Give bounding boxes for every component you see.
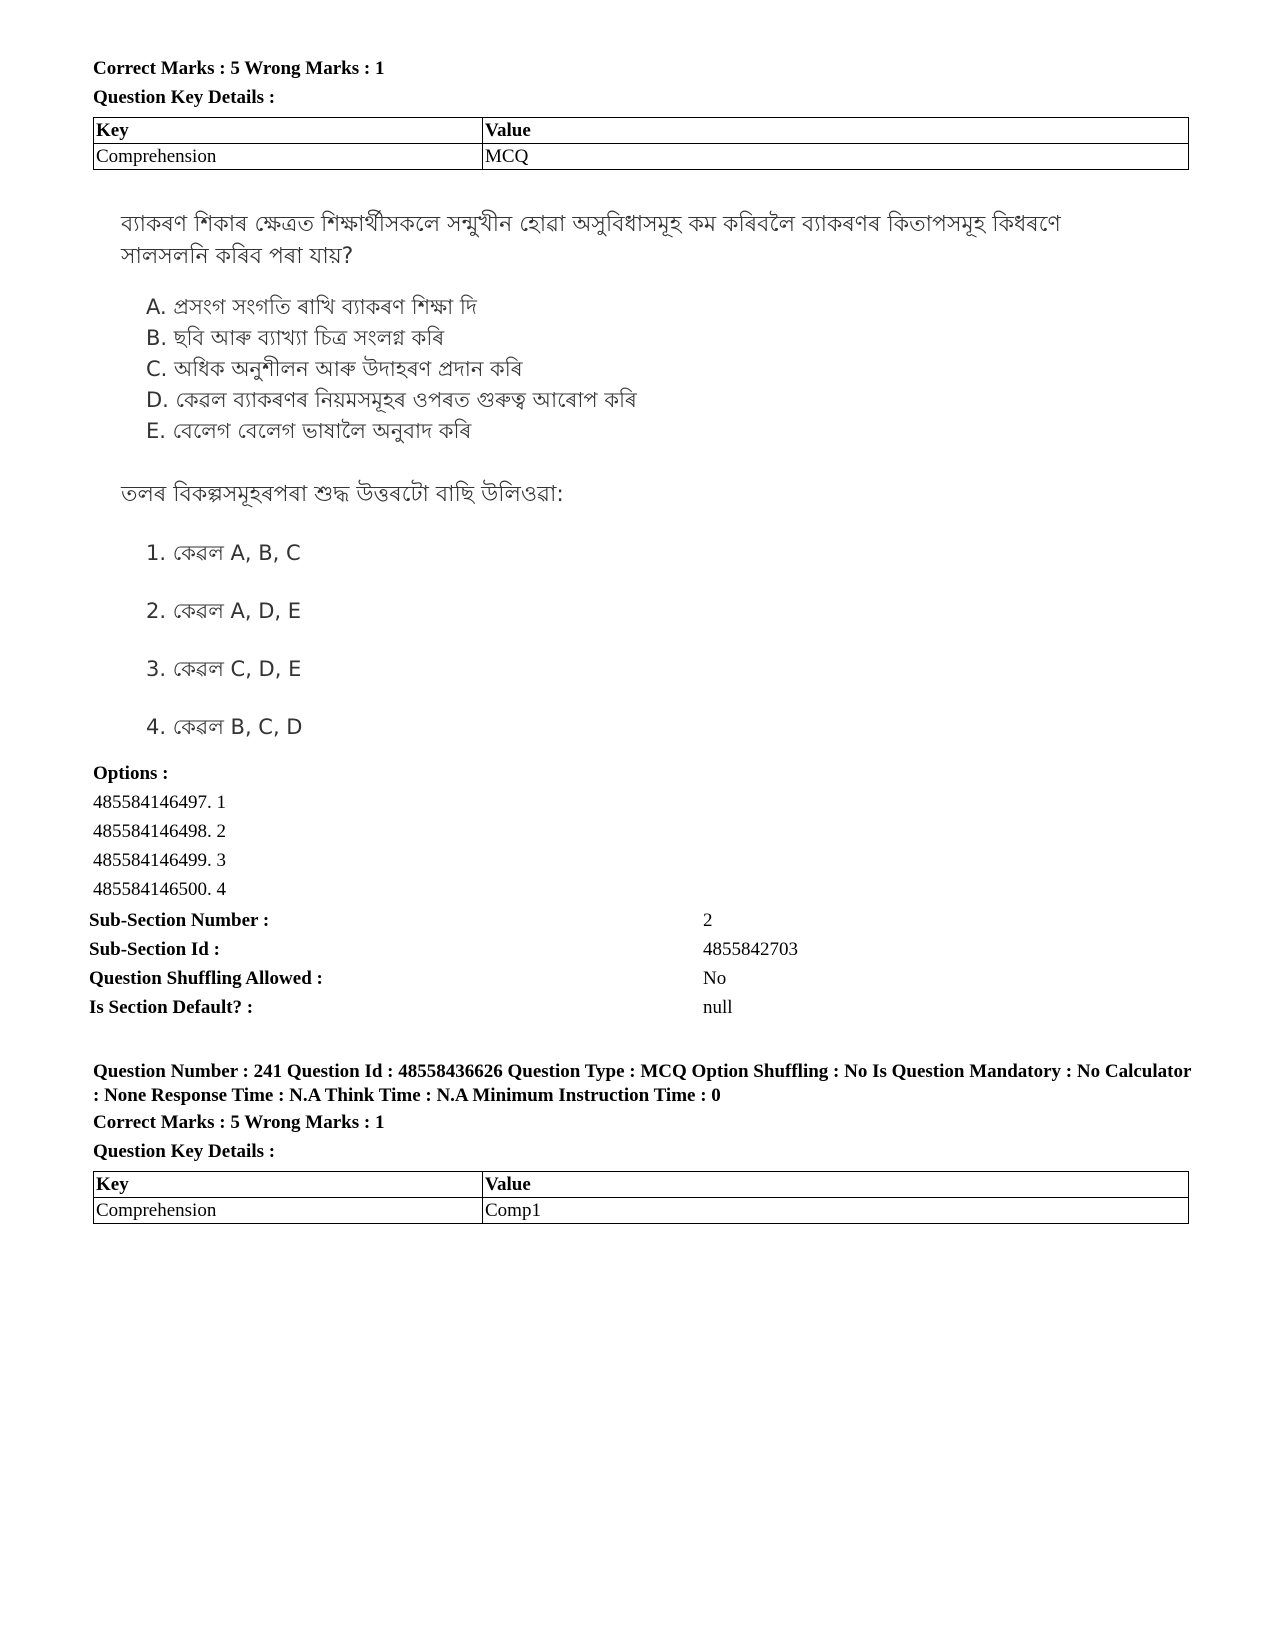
statement-b: B. ছবি আৰু ব্যাখ্যা চিত্ৰ সংলগ্ন কৰি: [146, 326, 445, 350]
statement-e: E. বেলেগ বেলেগ ভাষালৈ অনুবাদ কৰি: [146, 419, 472, 443]
question-shuffling-label: Question Shuffling Allowed :: [89, 968, 323, 989]
option-item: 485584146500. 4: [93, 879, 226, 900]
key-details-label: Question Key Details :: [93, 87, 276, 108]
marks-line: Correct Marks : 5 Wrong Marks : 1: [93, 58, 385, 79]
option-item: 485584146498. 2: [93, 821, 226, 842]
section-default-value: null: [703, 997, 733, 1018]
question-header: Question Number : 241 Question Id : 48558436626 Question Type : MCQ Option Shuffling : No Is Question Mandatory : No Calculator : None Response Time : N.A Think Time : N.A Minimum Instruction Time : 0: [93, 1061, 1192, 1106]
table-cell-key: Comprehension: [94, 144, 483, 170]
question-instruction: তলৰ বিকল্পসমূহৰপৰা শুদ্ধ উত্তৰটো বাছি উলিওৱা:: [121, 482, 564, 507]
choice-2: 2. কেৱল A, D, E: [146, 599, 302, 623]
choice-1: 1. কেৱল A, B, C: [146, 541, 301, 565]
statement-c: C. অধিক অনুশীলন আৰু উদাহৰণ প্ৰদান কৰি: [146, 357, 523, 381]
key-details-table: [93, 117, 1189, 170]
question-image: [113, 205, 1133, 745]
option-item: 485584146497. 1: [93, 792, 226, 813]
options-label: Options :: [93, 763, 169, 784]
table-header-row: [94, 1172, 1189, 1198]
choice-4: 4. কেৱল B, C, D: [146, 715, 303, 739]
sub-section-number-value: 2: [703, 910, 713, 931]
table-header-row: [94, 118, 1189, 144]
table-cell-value: Comp1: [483, 1198, 1189, 1224]
table-row: [94, 144, 1189, 170]
question-text: ব্যাকৰণ শিকাৰ ক্ষেত্ৰত শিক্ষাৰ্থীসকলে সন্মুখীন হোৱা অসুবিধাসমূহ কম কৰিবলৈ ব্যাকৰণৰ কিতাপসমূহ কিধৰণে সালসলনি কৰিব পৰা যায়?: [121, 212, 1061, 269]
table-header-key: Key: [94, 1172, 483, 1198]
table-cell-value: MCQ: [483, 144, 1189, 170]
table-header-key: Key: [94, 118, 483, 144]
sub-section-id-label: Sub-Section Id :: [89, 939, 220, 960]
table-row: [94, 1198, 1189, 1224]
statement-a: A. প্ৰসংগ সংগতি ৰাখি ব্যাকৰণ শিক্ষা দি: [146, 295, 477, 319]
key-details-label: Question Key Details :: [93, 1141, 276, 1162]
question-shuffling-value: No: [703, 968, 727, 989]
key-details-table: [93, 1171, 1189, 1224]
choice-3: 3. কেৱল C, D, E: [146, 657, 302, 681]
marks-line: Correct Marks : 5 Wrong Marks : 1: [93, 1112, 385, 1133]
section-default-label: Is Section Default? :: [89, 997, 254, 1018]
sub-section-id-value: 4855842703: [703, 939, 798, 960]
table-cell-key: Comprehension: [94, 1198, 483, 1224]
table-header-value: Value: [483, 1172, 1189, 1198]
table-header-value: Value: [483, 118, 1189, 144]
option-item: 485584146499. 3: [93, 850, 226, 871]
sub-section-number-label: Sub-Section Number :: [89, 910, 270, 931]
statement-d: D. কেৱল ব্যাকৰণৰ নিয়মসমূহৰ ওপৰত গুৰুত্ব আৰোপ কৰি: [146, 388, 637, 412]
